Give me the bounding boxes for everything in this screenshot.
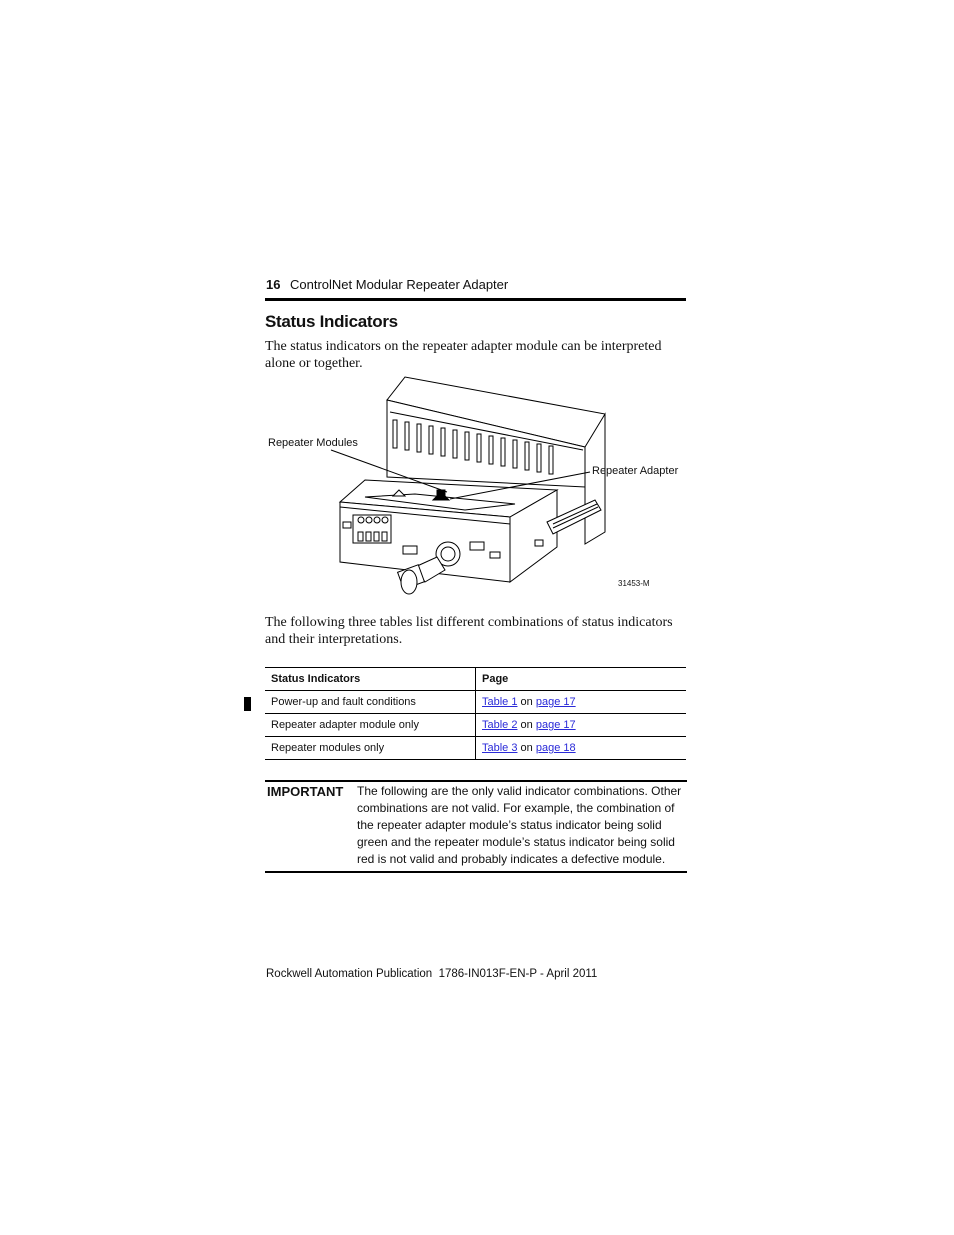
- header-rule: [265, 298, 686, 301]
- section-title: Status Indicators: [265, 312, 398, 331]
- table-row: [265, 737, 686, 760]
- on-text: on: [520, 696, 533, 708]
- row-page-ref: [476, 737, 687, 760]
- page-link[interactable]: page 17: [535, 719, 576, 731]
- callout-repeater-modules: Repeater Modules: [268, 437, 358, 449]
- important-label: IMPORTANT: [267, 784, 344, 799]
- on-text: on: [520, 719, 533, 731]
- row-page-ref: [476, 714, 687, 737]
- table-row: [265, 691, 686, 714]
- important-text: The following are the only valid indicator combinations. Other combinations are not valid. For example, the combination of the repeater adapter module’s status indicator being solid green and the repeater module’s status indicator being solid red is not valid and probably indicates a defective module.: [357, 784, 682, 866]
- figure-id: 31453-M: [618, 579, 650, 588]
- important-bottom-rule: [265, 871, 687, 873]
- change-bar: [244, 697, 251, 711]
- on-text: on: [520, 742, 533, 754]
- running-header-title: ControlNet Modular Repeater Adapter: [290, 277, 509, 292]
- column-header-status: Status Indicators: [265, 668, 476, 691]
- device-figure: [265, 372, 685, 597]
- table-header-row: [265, 668, 686, 691]
- page-link[interactable]: page 17: [535, 696, 576, 708]
- table-row: [265, 714, 686, 737]
- table-link[interactable]: Table 2: [482, 719, 518, 731]
- page-link[interactable]: page 18: [535, 742, 576, 754]
- important-top-rule: [265, 780, 687, 782]
- table-link[interactable]: Table 3: [482, 742, 518, 754]
- page-footer: Rockwell Automation Publication 1786-IN013F-EN-P - April 2011: [266, 968, 598, 980]
- row-label: Power-up and fault conditions: [265, 691, 476, 714]
- table-link[interactable]: Table 1: [482, 696, 518, 708]
- page-number: 16: [266, 277, 281, 292]
- row-label: Repeater modules only: [265, 737, 476, 760]
- intro-paragraph: The status indicators on the repeater adapter module can be interpreted alone or together.: [265, 339, 662, 371]
- row-page-ref: [476, 691, 687, 714]
- row-label: Repeater adapter module only: [265, 714, 476, 737]
- callout-repeater-adapter: Repeater Adapter: [592, 465, 679, 477]
- column-header-page: Page: [476, 668, 687, 691]
- status-indicator-table: [265, 667, 686, 760]
- tables-intro-paragraph: The following three tables list different combinations of status indicators and their interpretations.: [265, 615, 673, 647]
- repeater-device-illustration: [265, 372, 685, 597]
